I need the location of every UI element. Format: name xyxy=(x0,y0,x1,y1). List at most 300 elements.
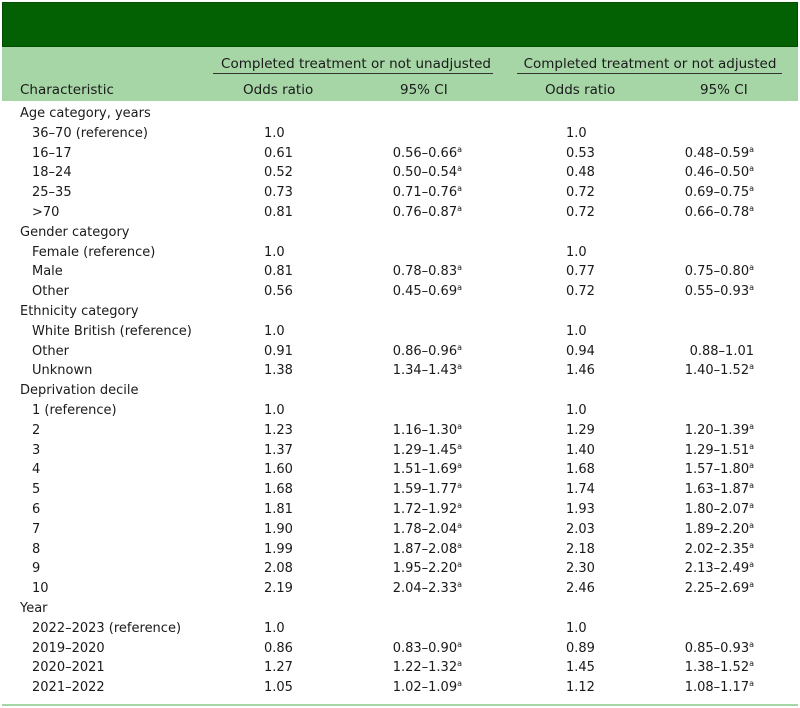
row-label xyxy=(32,658,105,678)
ci-unadjusted-text: 1.29–1.45 xyxy=(392,442,458,458)
ci-adjusted xyxy=(672,480,754,500)
odds-ratio-adjusted xyxy=(566,500,595,520)
table-row xyxy=(0,441,800,461)
odds-ratio-unadjusted-text: 1.90 xyxy=(264,521,293,537)
ci-unadjusted xyxy=(380,460,462,480)
row-label xyxy=(32,243,155,263)
ci-adjusted-text: 2.02–2.35 xyxy=(684,541,750,557)
odds-ratio-adjusted xyxy=(566,262,595,282)
ci-adjusted-text: 2.25–2.69 xyxy=(684,581,750,597)
odds-ratio-unadjusted-text: 1.0 xyxy=(264,403,285,418)
row-label xyxy=(32,144,72,164)
odds-ratio-adjusted xyxy=(566,282,595,302)
odds-ratio-unadjusted xyxy=(264,282,293,302)
odds-ratio-adjusted xyxy=(566,144,595,164)
odds-ratio-adjusted xyxy=(566,460,595,480)
odds-ratio-adjusted xyxy=(566,540,595,560)
category-label-text: Ethnicity category xyxy=(20,304,139,319)
odds-ratio-adjusted xyxy=(566,421,595,441)
ci-unadjusted-text: 0.76–0.87 xyxy=(392,205,458,220)
significance-marker: a xyxy=(457,520,462,530)
ci-adjusted xyxy=(672,421,754,441)
row-label xyxy=(32,124,148,144)
odds-ratio-unadjusted xyxy=(264,500,293,520)
odds-ratio-adjusted xyxy=(566,480,595,500)
header-odds-ratio-adjusted: Odds ratio xyxy=(545,82,616,98)
odds-ratio-adjusted xyxy=(566,342,595,362)
ci-unadjusted xyxy=(380,282,462,302)
odds-ratio-adjusted-text: 0.72 xyxy=(566,284,595,300)
odds-ratio-unadjusted xyxy=(264,421,293,441)
significance-marker: a xyxy=(457,540,462,550)
odds-ratio-adjusted xyxy=(566,619,587,639)
ci-adjusted xyxy=(672,678,754,698)
row-label xyxy=(32,500,40,520)
ci-unadjusted xyxy=(380,262,462,282)
odds-ratio-unadjusted xyxy=(264,639,293,659)
odds-ratio-adjusted xyxy=(566,163,595,183)
category-label-text: Year xyxy=(20,601,48,616)
row-label-text: 6 xyxy=(32,502,41,517)
ci-unadjusted xyxy=(380,342,462,362)
table-row xyxy=(0,163,800,183)
ci-adjusted-text: 2.13–2.49 xyxy=(684,561,750,577)
odds-ratio-unadjusted xyxy=(264,559,293,579)
odds-ratio-adjusted-text: 0.77 xyxy=(566,264,595,280)
significance-marker: a xyxy=(749,540,754,550)
odds-ratio-adjusted xyxy=(566,639,595,659)
category-row xyxy=(0,302,800,322)
odds-ratio-unadjusted-text: 2.08 xyxy=(264,561,293,577)
ci-unadjusted-text: 1.02–1.09 xyxy=(392,680,458,696)
row-label xyxy=(32,540,40,560)
ci-adjusted xyxy=(672,559,754,579)
odds-ratio-unadjusted-text: 0.91 xyxy=(264,343,293,359)
significance-marker: a xyxy=(457,659,462,669)
odds-ratio-adjusted-text: 1.45 xyxy=(566,660,595,676)
odds-ratio-adjusted-text: 0.48 xyxy=(566,165,595,181)
significance-marker: a xyxy=(749,520,754,530)
odds-ratio-adjusted xyxy=(566,203,595,223)
odds-ratio-unadjusted xyxy=(264,678,293,698)
row-label-text: 2 xyxy=(32,422,41,438)
significance-marker: a xyxy=(749,362,754,372)
odds-ratio-unadjusted xyxy=(264,243,285,263)
odds-ratio-adjusted xyxy=(566,124,587,144)
odds-ratio-adjusted xyxy=(566,559,595,579)
odds-ratio-adjusted-text: 1.0 xyxy=(566,323,587,339)
row-label-text: 2020–2021 xyxy=(32,660,105,676)
row-label-text: Female (reference) xyxy=(32,244,156,260)
ci-adjusted-text: 0.75–0.80 xyxy=(684,264,750,280)
row-label-text: 25–35 xyxy=(32,185,72,201)
ci-adjusted xyxy=(672,658,754,678)
table-row xyxy=(0,460,800,480)
significance-marker: a xyxy=(749,144,754,154)
odds-ratio-unadjusted-text: 0.81 xyxy=(264,264,293,280)
row-label-text: 7 xyxy=(32,521,41,537)
significance-marker: a xyxy=(457,679,462,689)
table-row xyxy=(0,619,800,639)
odds-ratio-adjusted-text: 1.40 xyxy=(566,442,595,458)
significance-marker: a xyxy=(457,560,462,570)
odds-ratio-unadjusted-text: 0.61 xyxy=(264,145,293,161)
significance-marker: a xyxy=(457,184,462,194)
odds-ratio-unadjusted-text: 1.37 xyxy=(264,442,293,458)
ci-unadjusted-text: 1.59–1.77 xyxy=(392,482,458,498)
ci-unadjusted-text: 0.71–0.76 xyxy=(392,185,458,201)
ci-unadjusted-text: 0.83–0.90 xyxy=(392,640,458,656)
table-row xyxy=(0,342,800,362)
significance-marker: a xyxy=(457,441,462,451)
ci-unadjusted-text: 0.50–0.54 xyxy=(392,165,458,181)
table-row xyxy=(0,658,800,678)
row-label xyxy=(32,361,92,381)
significance-marker: a xyxy=(749,659,754,669)
odds-ratio-unadjusted xyxy=(264,124,285,144)
table-title-bar xyxy=(2,2,798,47)
odds-ratio-adjusted-text: 1.12 xyxy=(566,680,595,696)
ci-adjusted-text: 0.48–0.59 xyxy=(684,145,750,161)
significance-marker: a xyxy=(457,263,462,273)
odds-ratio-adjusted-text: 1.46 xyxy=(566,363,595,379)
odds-ratio-unadjusted xyxy=(264,460,293,480)
significance-marker: a xyxy=(749,164,754,174)
table-row xyxy=(0,282,800,302)
ci-unadjusted xyxy=(380,540,462,560)
ci-unadjusted-text: 0.86–0.96 xyxy=(392,343,458,359)
ci-adjusted xyxy=(672,282,754,302)
odds-ratio-unadjusted xyxy=(264,342,293,362)
table-row xyxy=(0,144,800,164)
significance-marker: a xyxy=(749,639,754,649)
odds-ratio-adjusted xyxy=(566,678,595,698)
odds-ratio-unadjusted-text: 1.0 xyxy=(264,620,285,636)
significance-marker: a xyxy=(457,164,462,174)
odds-ratio-adjusted xyxy=(566,579,595,599)
row-label-text: White British (reference) xyxy=(32,323,192,339)
ci-adjusted xyxy=(672,460,754,480)
odds-ratio-adjusted-text: 0.72 xyxy=(566,185,595,201)
odds-ratio-unadjusted-text: 1.0 xyxy=(264,244,285,260)
significance-marker: a xyxy=(749,481,754,491)
odds-ratio-adjusted-text: 1.74 xyxy=(566,482,595,498)
category-label xyxy=(20,223,130,243)
odds-ratio-adjusted xyxy=(566,401,587,421)
table-row xyxy=(0,520,800,540)
odds-ratio-adjusted xyxy=(566,658,595,678)
odds-ratio-unadjusted-text: 1.38 xyxy=(264,363,293,379)
header-odds-ratio-unadjusted: Odds ratio xyxy=(243,82,314,98)
ci-adjusted xyxy=(672,540,754,560)
odds-ratio-adjusted-text: 1.29 xyxy=(566,422,595,438)
significance-marker: a xyxy=(457,204,462,213)
row-label xyxy=(32,342,69,362)
row-label xyxy=(32,579,49,599)
odds-ratio-unadjusted xyxy=(264,183,293,203)
odds-ratio-adjusted xyxy=(566,322,587,342)
significance-marker: a xyxy=(749,501,754,510)
ci-adjusted xyxy=(672,262,754,282)
row-label-text: 1 (reference) xyxy=(32,403,117,418)
ci-adjusted xyxy=(672,144,754,164)
category-row xyxy=(0,599,800,619)
row-label xyxy=(32,460,40,480)
odds-ratio-adjusted xyxy=(566,243,587,263)
row-label xyxy=(32,520,40,540)
row-label-text: 3 xyxy=(32,442,41,458)
ci-adjusted-text: 1.38–1.52 xyxy=(684,660,750,676)
significance-marker: a xyxy=(457,461,462,471)
header-group-unadjusted: Completed treatment or not unadjusted xyxy=(221,56,491,72)
significance-marker: a xyxy=(457,421,462,431)
odds-ratio-adjusted-text: 2.30 xyxy=(566,561,595,577)
odds-ratio-unadjusted xyxy=(264,441,293,461)
row-label xyxy=(32,639,105,659)
odds-ratio-unadjusted xyxy=(264,619,285,639)
odds-ratio-unadjusted-text: 2.19 xyxy=(264,581,293,597)
ci-adjusted-text: 0.69–0.75 xyxy=(684,185,750,201)
row-label-text: 4 xyxy=(32,462,41,478)
row-label-text: 2019–2020 xyxy=(32,640,105,656)
odds-ratio-unadjusted-text: 0.86 xyxy=(264,640,293,656)
table-row xyxy=(0,540,800,560)
row-label xyxy=(32,163,72,183)
row-label-text: 10 xyxy=(32,581,49,597)
odds-ratio-adjusted-text: 1.0 xyxy=(566,125,587,141)
ci-unadjusted xyxy=(380,639,462,659)
odds-ratio-unadjusted xyxy=(264,520,293,540)
ci-adjusted-text: 1.29–1.51 xyxy=(684,442,750,458)
odds-ratio-unadjusted-text: 1.99 xyxy=(264,541,293,557)
odds-ratio-adjusted xyxy=(566,183,595,203)
ci-unadjusted xyxy=(380,203,462,223)
table-row xyxy=(0,579,800,599)
ci-unadjusted-text: 1.78–2.04 xyxy=(392,521,458,537)
odds-ratio-unadjusted xyxy=(264,658,293,678)
odds-ratio-adjusted xyxy=(566,520,595,540)
odds-ratio-unadjusted xyxy=(264,203,293,223)
odds-ratio-unadjusted xyxy=(264,144,293,164)
table-row xyxy=(0,322,800,342)
odds-ratio-unadjusted-text: 0.73 xyxy=(264,185,293,201)
row-label-text: Male xyxy=(32,264,63,280)
table-row xyxy=(0,183,800,203)
category-label-text: Age category, years xyxy=(20,106,151,121)
row-label-text: 16–17 xyxy=(32,145,72,161)
row-label xyxy=(32,322,192,342)
row-label xyxy=(32,480,40,500)
table-row xyxy=(0,480,800,500)
ci-unadjusted xyxy=(380,441,462,461)
significance-marker: a xyxy=(457,501,462,510)
odds-ratio-adjusted-text: 1.93 xyxy=(566,502,595,517)
ci-unadjusted xyxy=(380,144,462,164)
row-label xyxy=(32,183,72,203)
row-label xyxy=(32,401,117,421)
ci-unadjusted xyxy=(380,520,462,540)
ci-unadjusted xyxy=(380,421,462,441)
row-label-text: 8 xyxy=(32,541,41,557)
row-label xyxy=(32,678,105,698)
header-ci-adjusted: 95% CI xyxy=(700,82,748,98)
ci-unadjusted xyxy=(380,163,462,183)
table-row xyxy=(0,639,800,659)
odds-ratio-unadjusted-text: 1.0 xyxy=(264,125,285,141)
row-label-text: Other xyxy=(32,343,69,359)
category-row xyxy=(0,104,800,124)
odds-ratio-unadjusted xyxy=(264,401,285,421)
odds-ratio-unadjusted xyxy=(264,262,293,282)
odds-ratio-unadjusted-text: 1.27 xyxy=(264,660,293,676)
ci-adjusted xyxy=(672,579,754,599)
significance-marker: a xyxy=(457,342,462,352)
odds-ratio-unadjusted xyxy=(264,361,293,381)
odds-ratio-unadjusted xyxy=(264,480,293,500)
ci-unadjusted-text: 1.51–1.69 xyxy=(392,462,458,478)
ci-adjusted xyxy=(672,639,754,659)
odds-ratio-adjusted-text: 0.53 xyxy=(566,145,595,161)
ci-adjusted xyxy=(672,520,754,540)
odds-ratio-adjusted-text: 1.68 xyxy=(566,462,595,478)
ci-unadjusted xyxy=(380,500,462,520)
ci-adjusted xyxy=(672,361,754,381)
table-row xyxy=(0,243,800,263)
category-label xyxy=(20,104,151,124)
odds-ratio-unadjusted-text: 0.52 xyxy=(264,165,293,181)
header-characteristic: Characteristic xyxy=(20,82,114,98)
table-row xyxy=(0,500,800,520)
ci-adjusted xyxy=(672,500,754,520)
significance-marker: a xyxy=(457,283,462,293)
odds-ratio-unadjusted xyxy=(264,540,293,560)
row-label xyxy=(32,619,181,639)
table-row xyxy=(0,401,800,421)
ci-unadjusted xyxy=(380,559,462,579)
header-group-adjusted: Completed treatment or not adjusted xyxy=(523,56,777,72)
ci-unadjusted-text: 1.95–2.20 xyxy=(392,561,458,577)
odds-ratio-unadjusted-text: 1.23 xyxy=(264,422,293,438)
significance-marker: a xyxy=(749,184,754,194)
odds-ratio-adjusted-text: 2.03 xyxy=(566,521,595,537)
table-row xyxy=(0,203,800,223)
ci-adjusted-text: 1.80–2.07 xyxy=(684,502,750,517)
ci-unadjusted-text: 1.87–2.08 xyxy=(392,541,458,557)
significance-marker: a xyxy=(749,263,754,273)
significance-marker: a xyxy=(749,204,754,213)
table-row xyxy=(0,262,800,282)
row-label xyxy=(32,203,59,223)
odds-ratio-adjusted-text: 0.72 xyxy=(566,205,595,220)
row-label-text: 36–70 (reference) xyxy=(32,125,148,141)
significance-marker: a xyxy=(749,283,754,293)
ci-unadjusted-text: 0.78–0.83 xyxy=(392,264,458,280)
ci-adjusted-text: 1.63–1.87 xyxy=(684,482,750,498)
category-row xyxy=(0,223,800,243)
odds-ratio-adjusted-text: 1.0 xyxy=(566,620,587,636)
significance-marker: a xyxy=(749,560,754,570)
row-label xyxy=(32,441,40,461)
row-label xyxy=(32,282,69,302)
ci-unadjusted-text: 2.04–2.33 xyxy=(392,581,458,597)
odds-ratio-unadjusted-text: 1.05 xyxy=(264,680,293,696)
odds-ratio-unadjusted xyxy=(264,163,293,183)
odds-ratio-adjusted xyxy=(566,441,595,461)
ci-adjusted xyxy=(672,183,754,203)
row-label-text: >70 xyxy=(32,205,60,220)
odds-ratio-unadjusted-text: 0.81 xyxy=(264,205,293,220)
odds-ratio-adjusted-text: 1.0 xyxy=(566,403,587,418)
row-label-text: 2021–2022 xyxy=(32,680,105,696)
ci-adjusted-text: 0.66–0.78 xyxy=(684,205,750,220)
row-label-text: 5 xyxy=(32,482,41,498)
category-label xyxy=(20,302,139,322)
category-label-text: Gender category xyxy=(20,224,130,240)
odds-ratio-unadjusted-text: 1.81 xyxy=(264,502,293,517)
odds-ratio-unadjusted-text: 0.56 xyxy=(264,284,293,300)
row-label xyxy=(32,262,63,282)
significance-marker: a xyxy=(749,441,754,451)
odds-ratio-adjusted-text: 2.18 xyxy=(566,541,595,557)
ci-adjusted-text: 0.85–0.93 xyxy=(684,640,750,656)
ci-unadjusted-text: 0.45–0.69 xyxy=(392,284,458,300)
ci-adjusted-text: 0.46–0.50 xyxy=(684,165,750,181)
ci-adjusted-text: 1.20–1.39 xyxy=(684,422,750,438)
ci-adjusted xyxy=(672,342,754,362)
header-group-adjusted-rule xyxy=(517,73,782,74)
ci-adjusted-text: 1.40–1.52 xyxy=(684,363,750,379)
category-label xyxy=(20,381,139,401)
odds-ratio-adjusted xyxy=(566,361,595,381)
header-ci-unadjusted: 95% CI xyxy=(400,82,448,98)
significance-marker: a xyxy=(749,679,754,689)
row-label-text: 9 xyxy=(32,561,41,577)
table-row xyxy=(0,559,800,579)
table-row xyxy=(0,124,800,144)
ci-adjusted-text: 0.55–0.93 xyxy=(684,284,750,300)
ci-unadjusted-text: 1.16–1.30 xyxy=(392,422,458,438)
row-label xyxy=(32,559,40,579)
odds-ratio-unadjusted-text: 1.60 xyxy=(264,462,293,478)
category-label-text: Deprivation decile xyxy=(20,383,139,399)
ci-adjusted-text: 0.88–1.01 xyxy=(689,343,754,359)
significance-marker: a xyxy=(749,461,754,471)
significance-marker: a xyxy=(457,580,462,590)
odds-ratio-adjusted-text: 0.94 xyxy=(566,343,595,359)
ci-unadjusted-text: 1.34–1.43 xyxy=(392,363,458,379)
table-row xyxy=(0,421,800,441)
significance-marker: a xyxy=(749,421,754,431)
ci-unadjusted xyxy=(380,480,462,500)
ci-unadjusted xyxy=(380,658,462,678)
ci-unadjusted xyxy=(380,579,462,599)
ci-unadjusted xyxy=(380,678,462,698)
row-label xyxy=(32,421,40,441)
significance-marker: a xyxy=(457,362,462,372)
odds-ratio-adjusted-text: 2.46 xyxy=(566,581,595,597)
ci-adjusted xyxy=(672,163,754,183)
ci-adjusted xyxy=(672,203,754,223)
significance-marker: a xyxy=(749,580,754,590)
category-row xyxy=(0,381,800,401)
odds-ratio-adjusted-text: 1.0 xyxy=(566,244,587,260)
row-label-text: Other xyxy=(32,284,69,300)
significance-marker: a xyxy=(457,481,462,491)
ci-unadjusted xyxy=(380,361,462,381)
significance-marker: a xyxy=(457,639,462,649)
header-group-unadjusted-rule xyxy=(213,73,493,74)
ci-unadjusted-text: 1.22–1.32 xyxy=(392,660,458,676)
